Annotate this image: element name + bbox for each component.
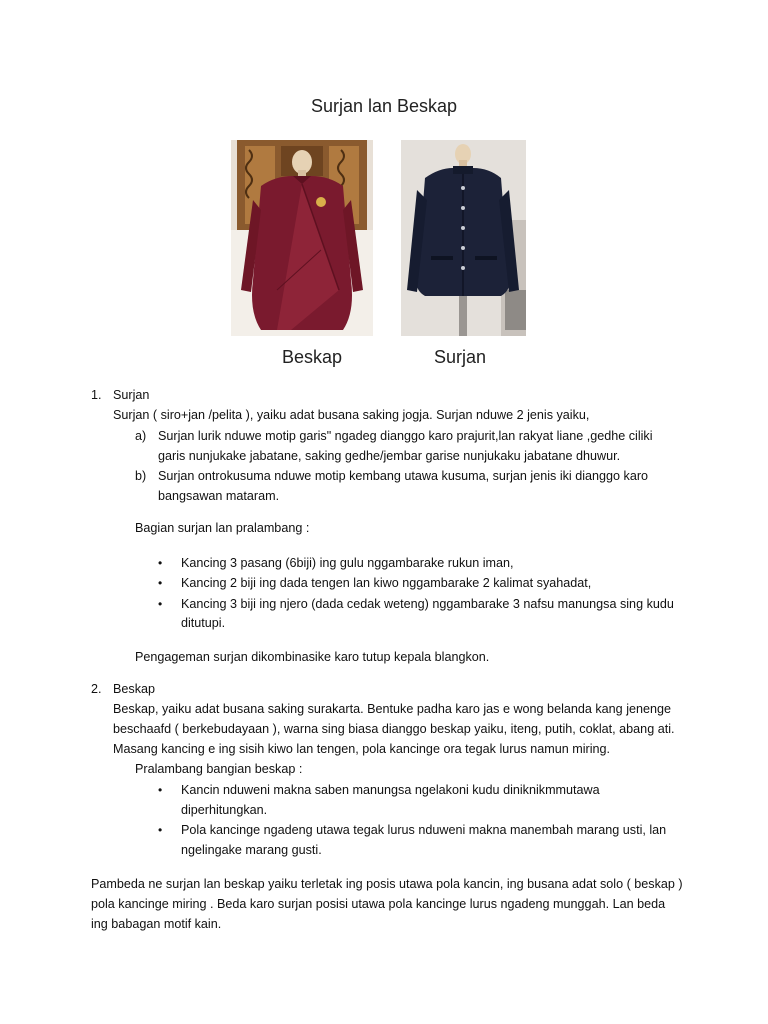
- surjan-bullet-1: Kancing 3 pasang (6biji) ing gulu nggambarake rukun iman,: [181, 556, 514, 570]
- bullet-icon: •: [158, 556, 163, 570]
- section1-number: 1.: [91, 388, 102, 402]
- item-b-line-1: Surjan ontrokusuma nduwe motip kembang utawa kusuma, surjan jenis iki dianggo karo: [158, 469, 649, 483]
- page-title: Surjan lan Beskap: [310, 96, 458, 116]
- section2-number: 2.: [91, 682, 102, 696]
- item-a-marker: a): [135, 429, 147, 443]
- closing-line-2: pola kancinge miring . Beda karo surjan posisi utawa pola kancinge lurus ngadeng munggah. Lan beda: [91, 897, 666, 911]
- pengageman-text: Pengageman surjan dikombinasike karo tutup kepala blangkon.: [135, 650, 490, 664]
- caption-beskap: Beskap: [282, 347, 343, 367]
- section2-heading: Beskap: [113, 682, 156, 696]
- section2-line-1: Beskap, yaiku adat busana saking surakarta. Bentuke padha karo jas e wong belanda kang jenenge: [113, 702, 672, 716]
- beskap-bullet-2-line-1: Pola kancinge ngadeng utawa tegak lurus nduweni makna manembah marang usti, lan: [181, 823, 667, 837]
- bullet-icon: •: [158, 823, 163, 837]
- surjan-bullet-3-line-1: Kancing 3 biji ing njero (dada cedak weteng) nggambarake 3 nafsu manungsa sing kudu: [181, 597, 674, 611]
- item-b-line-2: bangsawan mataram.: [158, 489, 280, 503]
- item-a-line-1: Surjan lurik nduwe motip garis" ngadeg dianggo karo prajurit,lan rakyat liane ,gedhe ciliki: [158, 429, 653, 443]
- item-b-marker: b): [135, 469, 147, 483]
- bullet-icon: •: [158, 597, 163, 611]
- section2-line-3: Masang kancing e ing sisih kiwo lan tengen, pola kancinge ora tegak lurus namun miring.: [113, 742, 611, 756]
- beskap-bullet-1-line-2: diperhitungkan.: [181, 803, 268, 817]
- section1-intro: Surjan ( siro+jan /pelita ), yaiku adat busana saking jogja. Surjan nduwe 2 jenis yaiku,: [113, 408, 590, 422]
- surjan-photo: [401, 140, 526, 336]
- section2-line-2: beschaafd ( berkebudayaan ), warna sing biasa dianggo beskap yaiku, iteng, putih, coklat, abang ati.: [113, 722, 675, 736]
- beskap-photo: [231, 140, 373, 336]
- bullet-icon: •: [158, 576, 163, 590]
- bagian-heading: Bagian surjan lan pralambang :: [135, 521, 310, 535]
- surjan-bullet-2: Kancing 2 biji ing dada tengen lan kiwo nggambarake 2 kalimat syahadat,: [181, 576, 592, 590]
- section1-heading: Surjan: [113, 388, 150, 402]
- beskap-bullet-2-line-2: ngelingake marang gusti.: [181, 843, 322, 857]
- caption-surjan: Surjan: [434, 347, 487, 367]
- beskap-image: [231, 140, 373, 336]
- closing-line-3: ing babagan motif kain.: [91, 917, 222, 931]
- item-a-line-2: garis nunjukake jabatane, saking gedhe/jembar garise nunjukaku jabatane dhuwur.: [158, 449, 621, 463]
- beskap-bullet-1-line-1: Kancin nduweni makna saben manungsa ngelakoni kudu diniknikmmutawa: [181, 783, 600, 797]
- pralambang-heading: Pralambang bangian beskap :: [135, 762, 303, 776]
- closing-line-1: Pambeda ne surjan lan beskap yaiku terletak ing posis utawa pola kancin, ing busana adat solo ( beskap ): [91, 877, 683, 891]
- surjan-image: [401, 140, 526, 336]
- bullet-icon: •: [158, 783, 163, 797]
- surjan-bullet-3-line-2: ditutupi.: [181, 616, 226, 630]
